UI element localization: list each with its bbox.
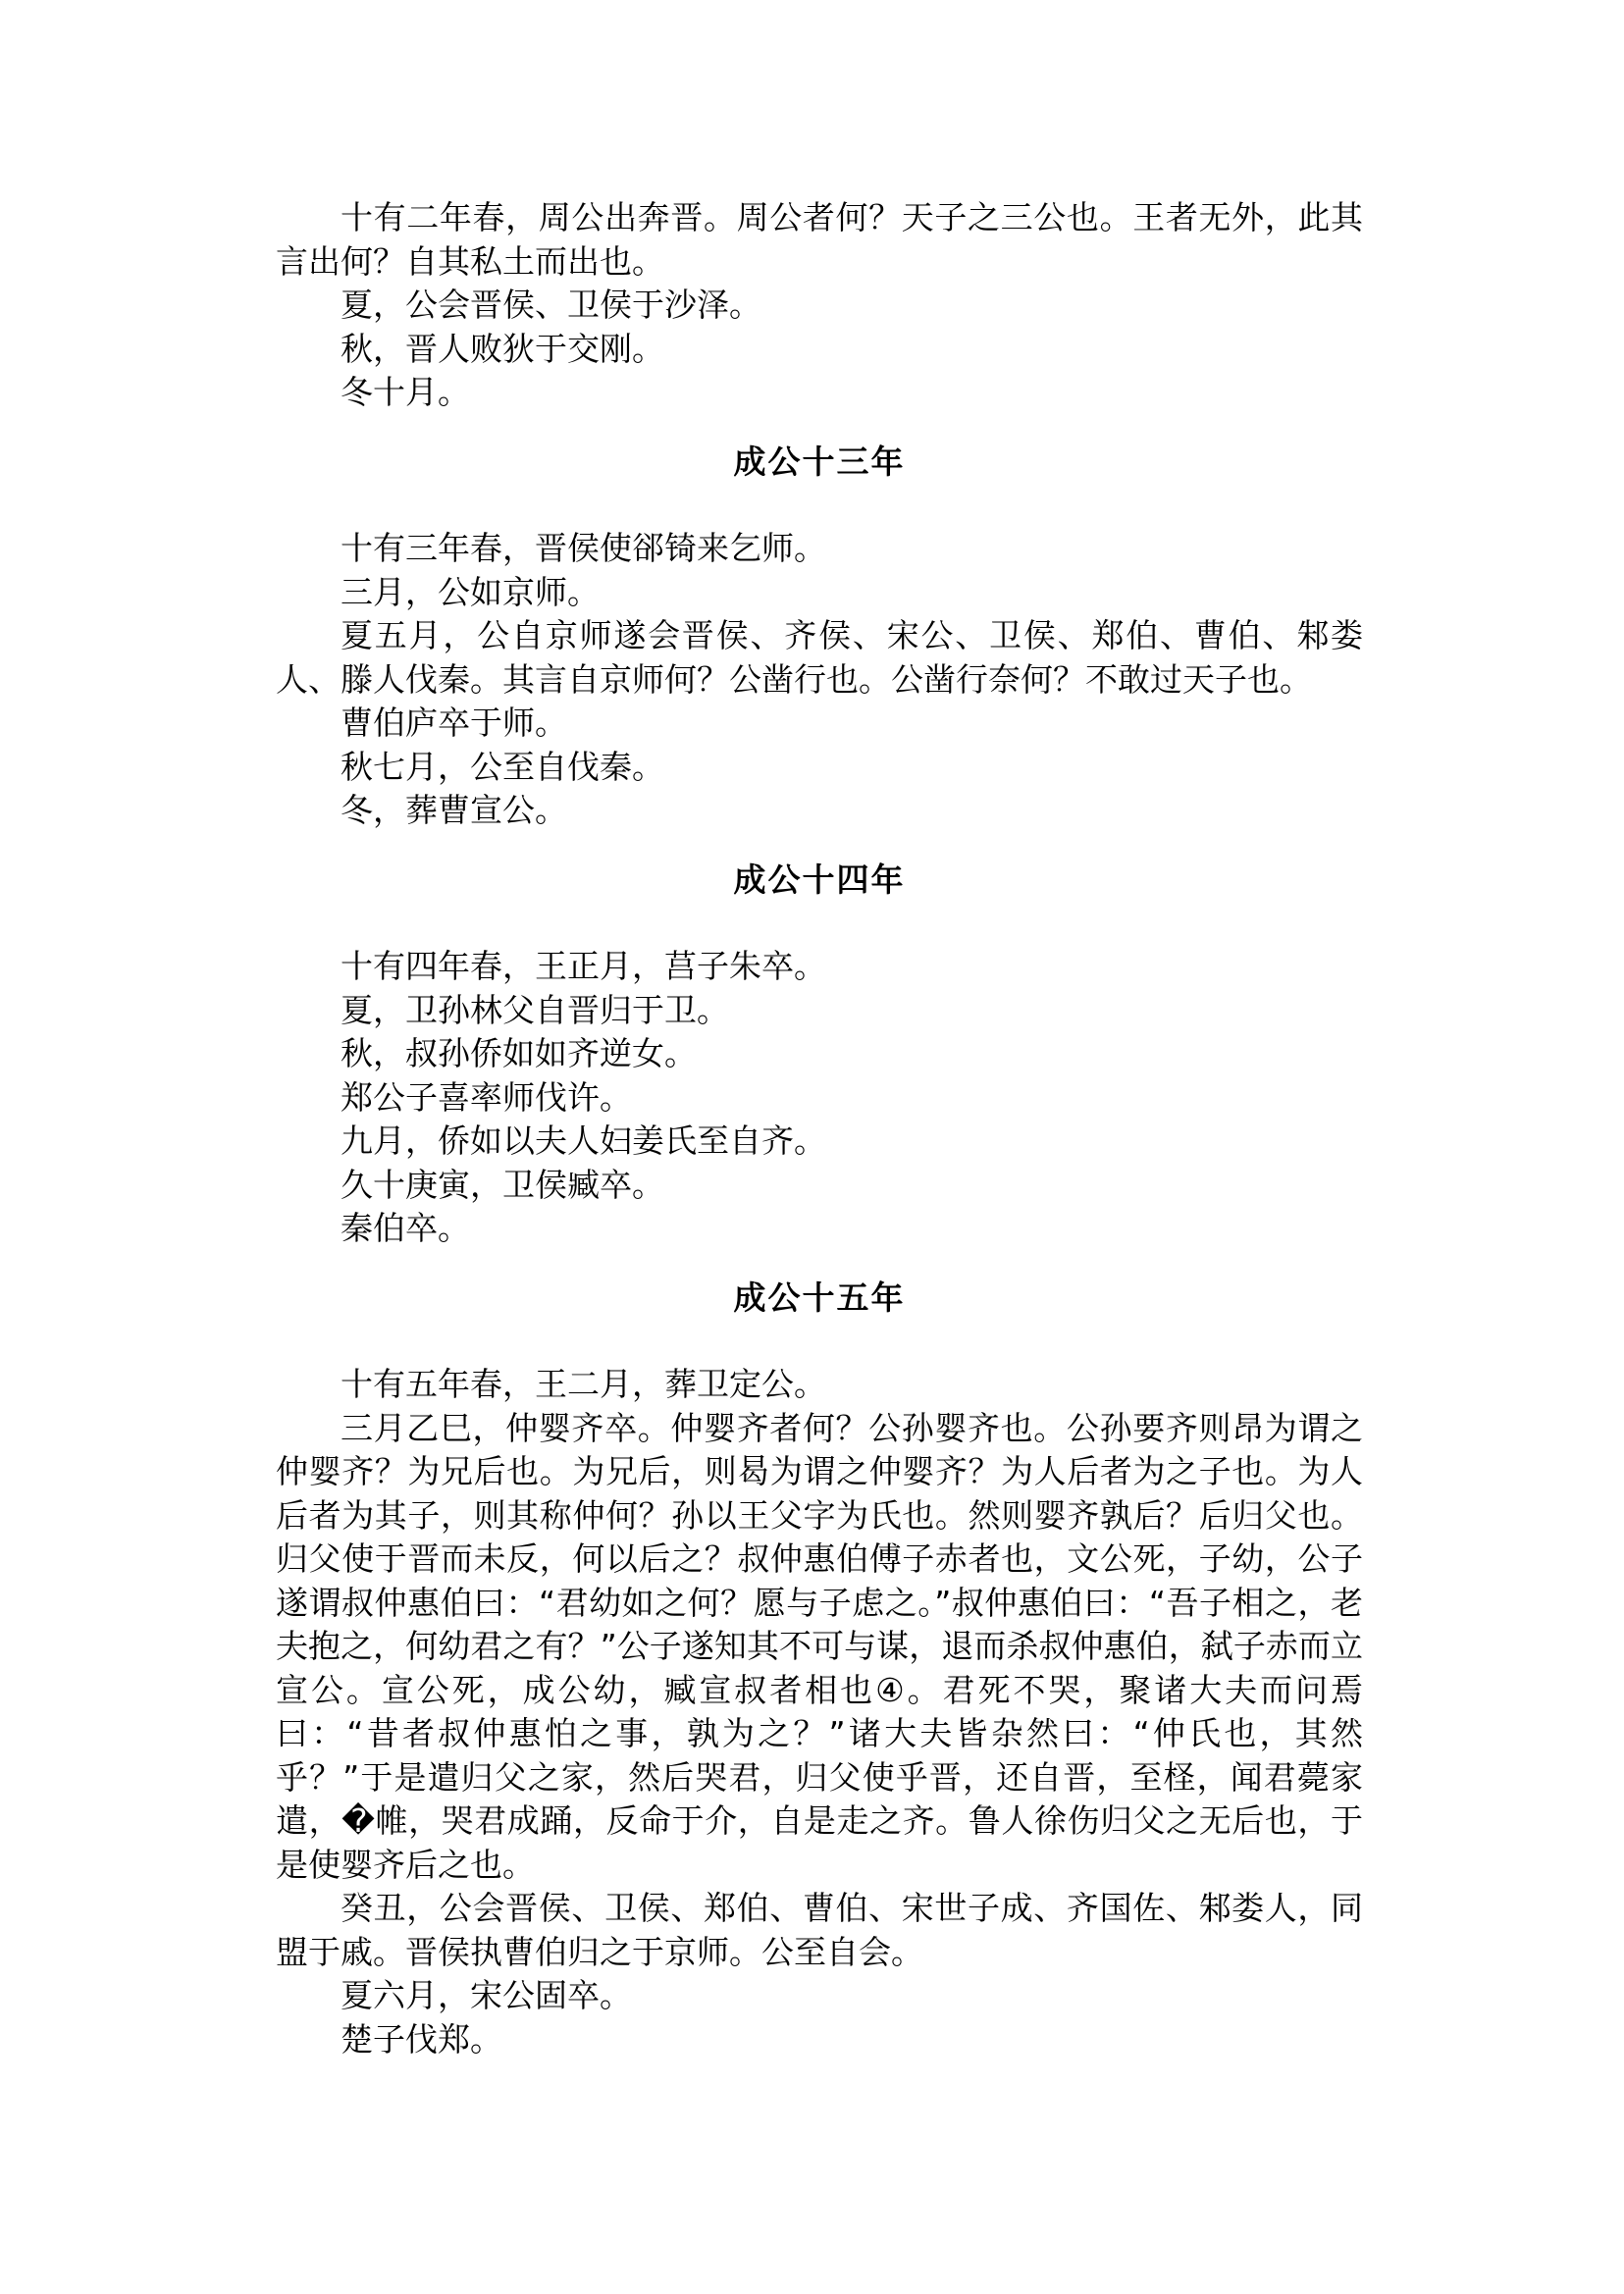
paragraph: 久十庚寅，卫侯臧卒。 (341, 1165, 664, 1204)
paragraph: 冬十月。 (341, 373, 470, 411)
paragraph: 夏，公会晋侯、卫侯于沙泽。 (341, 286, 761, 324)
paragraph: 秋，晋人败狄于交刚。 (341, 329, 664, 368)
paragraph: 十有五年春，王二月，葬卫定公。 (341, 1365, 826, 1403)
paragraph: 三月乙巳，仲婴齐卒。仲婴齐者何？公孙婴齐也。公孙要齐则昂为谓之仲婴齐？为兄后也。为兄后，则曷为谓之仲婴齐？为人后者为之子也。为人后者为其子，则其称仲何？孙以王父字为氏也。然则婴齐孰后？后归父也。归父使于晋而未反，何以后之？叔仲惠伯傅子赤者也，文公死，子幼，公子遂谓叔仲惠伯曰：“君幼如之何？愿与子虑之。”叔仲惠伯曰：“吾子相之，老夫抱之，何幼君之有？”公子遂知其不可与谋，退而杀叔仲惠伯，弑子赤而立宣公。宣公死，成公幼，臧宣叔者相也④。君死不哭，聚诸大夫而问焉曰：“昔者叔仲惠怕之事，孰为之？”诸大夫皆杂然曰：“仲氏也，其然乎？”于是遣归父之家，然后哭君，归父使乎晋，还自晋，至柽，闻君薨家遣，�帷，哭君成踊，反命于介，自是走之齐。鲁人徐伤归父之无后也，于是使婴齐后之也。 (276, 1408, 1363, 1884)
paragraph: 夏五月，公自京师遂会晋侯、齐侯、宋公、卫侯、郑伯、曹伯、邾娄人、滕人伐秦。其言自京师何？公凿行也。公凿行奈何？不敢过天子也。 (276, 616, 1363, 699)
paragraph: 秦伯卒。 (341, 1209, 470, 1247)
paragraph: 三月，公如京师。 (341, 572, 600, 611)
section-heading: 成公十四年 (733, 860, 906, 899)
paragraph: 九月，侨如以夫人妇姜氏至自齐。 (341, 1121, 826, 1160)
document-page (276, 196, 1363, 2061)
paragraph: 楚子伐郑。 (341, 2019, 502, 2059)
paragraph: 十有二年春，周公出奔晋。周公者何？天子之三公也。王者无外，此其言出何？自其私土而出也。 (276, 198, 1363, 281)
section-14 (276, 859, 1363, 1251)
section-12 (276, 196, 1363, 415)
paragraph: 冬，葬曹宣公。 (341, 791, 567, 829)
section-13 (276, 441, 1363, 833)
section-15 (276, 1277, 1363, 2062)
paragraph: 十有四年春，王正月，莒子朱卒。 (341, 947, 826, 985)
paragraph: 夏六月，宋公固卒。 (341, 1976, 632, 2014)
paragraph: 曹伯庐卒于师。 (341, 704, 567, 742)
paragraph: 秋七月，公至自伐秦。 (341, 747, 664, 786)
paragraph: 夏，卫孙林父自晋归于卫。 (341, 990, 729, 1029)
paragraph: 癸丑，公会晋侯、卫侯、郑伯、曹伯、宋世子成、齐国佐、邾娄人，同盟于戚。晋侯执曹伯归之于京师。公至自会。 (276, 1889, 1363, 1971)
paragraph: 秋，叔孙侨如如齐逆女。 (341, 1034, 697, 1072)
section-heading: 成公十五年 (733, 1277, 906, 1317)
section-heading: 成公十三年 (733, 442, 906, 481)
paragraph: 十有三年春，晋侯使郤锜来乞师。 (341, 529, 826, 567)
paragraph: 郑公子喜率师伐许。 (341, 1077, 632, 1117)
